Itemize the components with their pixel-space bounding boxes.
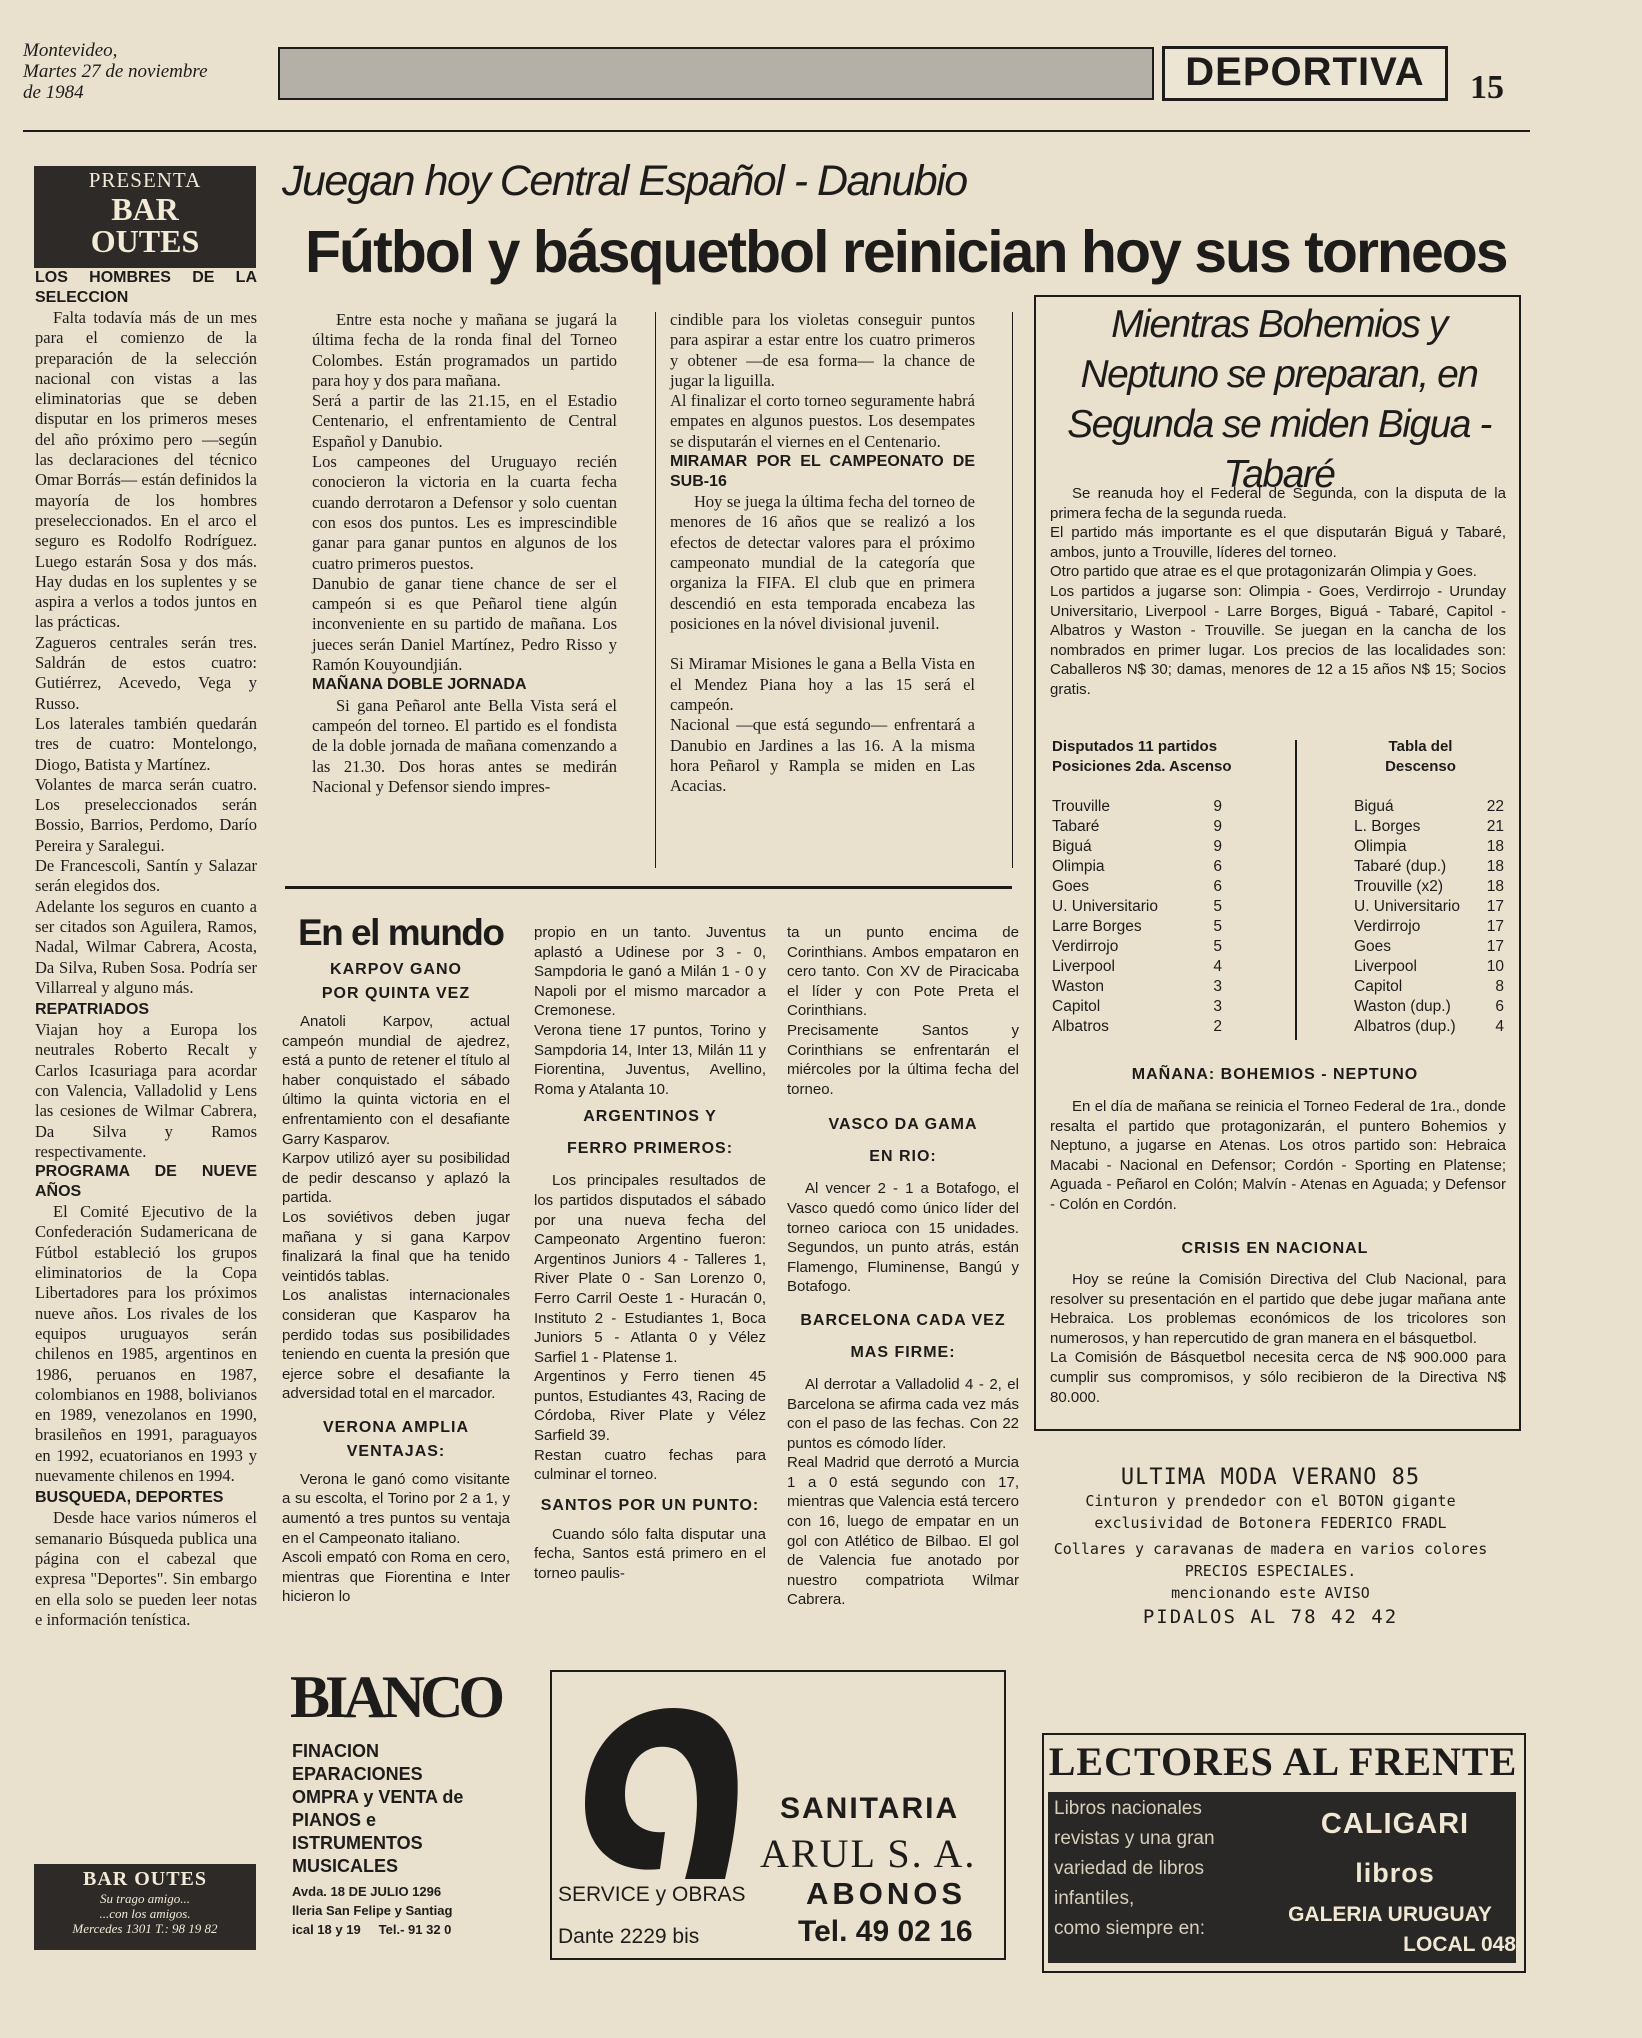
table-row bbox=[1052, 857, 1222, 877]
team-points: 17 bbox=[1486, 938, 1504, 955]
mundo-column-3 bbox=[787, 923, 1019, 1610]
team-points: 5 bbox=[1213, 938, 1222, 955]
table-row bbox=[1354, 857, 1504, 877]
article-text: Entre esta noche y mañana se jugará la última fecha de la ronda final del Torneo Colombes. Están programados un partido para hoy y dos para mañana. Será a partir de las 21.15, en el Estadio Centenario, el enfrentamiento de Central Español y Danubio. Los campeones del Uruguayo recién conocieron la victoria en la cuarta fecha cuando derrotaron a Defensor y solo cuentan con esos dos puntos. Les es imprescindible ganar para ganar puntos en algunos de los cuatro primeros puestos. Danubio de ganar tiene chance de ser el campeón si es que Peñarol tiene algún inconveniente en su partido de mañana. Los jueces serán Daniel Martínez, Pedro Risso y Ramón Kouyoundjián. bbox=[312, 310, 617, 675]
ad-bianco-addr1: Avda. 18 DE JULIO 1296 bbox=[292, 1884, 442, 1899]
table-divider bbox=[1295, 740, 1297, 1040]
team-name: Verdirrojo bbox=[1354, 918, 1421, 935]
mundo-subhead: VERONA AMPLIA VENTAJAS: bbox=[322, 1418, 470, 1460]
basket-text: Hoy se reúne la Comisión Directiva del Club Nacional, para resolver su presentación en el partido que debe jugar mañana ante Hebraica. Los problemas económicos de los tricolores son numerosos, y han repercutido de gran manera en el básquetbol. La Comisión de Básquetbol necesita cerca de N$ 900.000 para cumplir sus compromisos, y sólo recibieron de la Directiva N$ 80.000. bbox=[1050, 1271, 1506, 1406]
sidebar-logo-line1: BAR bbox=[111, 191, 179, 227]
team-points: 22 bbox=[1486, 798, 1504, 815]
ad-caligari-place: GALERIA URUGUAY bbox=[1288, 1903, 1492, 1926]
table-right-title: Tabla del Descenso bbox=[1385, 738, 1456, 775]
table-row bbox=[1052, 877, 1222, 897]
table-row bbox=[1354, 1017, 1504, 1037]
sidebar-item-heading: PROGRAMA DE NUEVE AÑOS bbox=[35, 1163, 257, 1201]
mundo-subhead: SANTOS POR UN PUNTO: bbox=[540, 1496, 760, 1514]
team-name: Liverpool bbox=[1354, 958, 1417, 975]
ad-moda-line: mencionando este AVISO bbox=[1171, 1584, 1370, 1602]
team-name: Olimpia bbox=[1354, 838, 1407, 855]
ad-caligari-title: LECTORES AL FRENTE bbox=[1048, 1739, 1518, 1784]
ad-bianco-logo: BIANCO bbox=[290, 1664, 501, 1730]
team-name: U. Universitario bbox=[1354, 898, 1460, 915]
article-headline: Fútbol y básquetbol reinician hoy sus torneos bbox=[305, 219, 1507, 285]
team-points: 3 bbox=[1213, 978, 1222, 995]
sidebar-footer-address: Mercedes 1301 T.: 98 19 82 bbox=[72, 1921, 218, 1936]
ad-moda-line: exclusividad de Botonera FEDERICO FRADL bbox=[1094, 1514, 1447, 1532]
ad-bianco-row bbox=[292, 1920, 522, 1939]
mundo-text: Al vencer 2 - 1 a Botafogo, el Vasco quedó como único líder del torneo carioca con 15 unidades. Segundos, un punto atrás, están Flamengo, Fluminense, Bangú y Botafogo. bbox=[787, 1180, 1019, 1296]
article-subhead: MIRAMAR POR EL CAMPEONATO DE SUB-16 bbox=[670, 453, 975, 491]
team-name: Verdirrojo bbox=[1052, 938, 1119, 955]
table-row bbox=[1354, 937, 1504, 957]
ad-bianco-address bbox=[292, 1882, 522, 1939]
sidebar-item-body: Viajan hoy a Europa los neutrales Roberto Recalt y Carlos Icasuriaga para acordar con Valencia, Valladolid y Lens las cesiones de Wilmar Cabrera, Da Silva y Ramos respectivamente. bbox=[35, 1020, 257, 1161]
mundo-subhead: KARPOV GANO POR QUINTA VEZ bbox=[321, 961, 471, 1002]
team-name: Albatros bbox=[1052, 1018, 1109, 1035]
column-rule bbox=[655, 312, 656, 868]
team-name: Olimpia bbox=[1052, 858, 1105, 875]
mundo-subhead: ARGENTINOS Y FERRO PRIMEROS: bbox=[566, 1108, 734, 1158]
table-row bbox=[1052, 897, 1222, 917]
team-points: 5 bbox=[1213, 898, 1222, 915]
team-points: 3 bbox=[1213, 998, 1222, 1015]
ad-sanitaria-service: SERVICE y OBRAS bbox=[558, 1883, 746, 1906]
team-points: 9 bbox=[1213, 818, 1222, 835]
sidebar-footer-logo bbox=[34, 1864, 256, 1950]
table-row bbox=[1354, 917, 1504, 937]
mundo-subhead: VASCO DA GAMA EN RIO: bbox=[828, 1116, 978, 1166]
sidebar-item-heading: REPATRIADOS bbox=[35, 1001, 150, 1019]
table-row bbox=[1354, 877, 1504, 897]
team-points: 5 bbox=[1213, 918, 1222, 935]
team-points: 18 bbox=[1486, 858, 1504, 875]
team-name: Biguá bbox=[1052, 838, 1092, 855]
ad-sanitaria-abonos: ABONOS bbox=[806, 1876, 967, 1911]
mundo-column-2 bbox=[534, 923, 766, 1584]
team-points: 18 bbox=[1486, 838, 1504, 855]
mundo-title: En el mundo bbox=[298, 912, 504, 953]
mundo-text: Verona le ganó como visitante a su escolta, el Torino por 2 a 1, y aumentó a tres puntos su ventaja en el Campeonato italiano. Ascoli empató con Roma en cero, mientras que Fiorentina e Inter hicieron lo bbox=[282, 1470, 510, 1606]
sidebar-logo-line2: OUTES bbox=[90, 223, 200, 259]
table-row bbox=[1354, 817, 1504, 837]
team-name: Goes bbox=[1354, 938, 1392, 955]
basket-headline: Mientras Bohemios y Neptuno se preparan, en Segunda se miden Bigua - Tabaré bbox=[1067, 303, 1491, 496]
team-name: L. Borges bbox=[1354, 818, 1421, 835]
team-name: Liverpool bbox=[1052, 958, 1115, 975]
table-left bbox=[1052, 797, 1222, 1037]
basket-text: En el día de mañana se reinicia el Torneo Federal de 1ra., donde resalta el partido que protagonizarán, el puntero Bohemios y Neptuno, a jugarse en Atenas. Los otros partido son: Hebraica Macabi - Nacional en Defensor; Cordón - Sporting en Platense; Aguada - Peñarol en Colón; Malvín - Atenas en Aguada; y Defensor - Colón en Cordón. bbox=[1050, 1098, 1506, 1213]
ad-sanitaria-company: ARUL S. A. bbox=[760, 1831, 977, 1876]
sidebar-item-body: Falta todavía más de un mes para el comienzo de la preparación de la selección nacional con vistas a las eliminatorias que se deben disputar en los primeros meses del año próximo pero —según las declaraciones del técnico Omar Borrás— están definidos la mayoría de los hombres preseleccionados. En el arco el seguro es Rodolfo Rodríguez. Luego estarán Sosa y dos más. Hay dudas en los suplentes y se aspira a verlos a todos juntos en las prácticas. Zagueros centrales serán tres. Saldrán de estos cuatro: Gutiérrez, Acevedo, Vega y Russo. Los laterales también quedarán tres de cuatro: Montelongo, Diogo, Batista y Martínez. Volantes de marca serán cuatro. Los preseleccionados serán Bossio, Barrios, Perdomo, Darío Pereira y Saralegui. De Francescoli, Santín y Salazar serán elegidos dos. Adelante los seguros en cuanto a ser citados son Aguilera, Ramos, Nadal, Wilmar Cabrera, Acosta, Da Silva, Ruben Sosa. Podría ser Villarreal y alguno más. bbox=[35, 308, 257, 997]
swirl-logo-icon bbox=[565, 1684, 750, 1884]
team-points: 18 bbox=[1486, 878, 1504, 895]
mundo-text: Los principales resultados de los partidos disputados el sábado por una nueva fecha del Campeonato Argentino fueron: Argentinos Juniors 4 - Talleres 1, River Plate 0 - San Lorenzo 0, Ferro Carril Oeste 1 - Huracán 0, Instituto 2 - Estudiantes 1, Boca Juniors 5 - Atlanta 0 y Vélez Sarfiel 1 - Platense 1. Argentinos y Ferro tienen 45 puntos, Estudiantes 43, Racing de Córdoba, River Plate y Vélez Sarfield 39. Restan cuatro fechas para culminar el torneo. bbox=[534, 1172, 766, 1484]
ad-moda-line: Collares y caravanas de madera en varios colores bbox=[1053, 1540, 1488, 1558]
team-points: 17 bbox=[1486, 918, 1504, 935]
team-points: 8 bbox=[1495, 978, 1504, 995]
ad-bianco-addr2: lleria San Felipe y Santiag bbox=[292, 1903, 453, 1918]
team-name: Waston (dup.) bbox=[1354, 998, 1451, 1015]
mundo-text: Cuando sólo falta disputar una fecha, Santos está primero en el torneo paulis- bbox=[534, 1525, 766, 1583]
article-column-1 bbox=[312, 310, 617, 797]
team-points: 9 bbox=[1213, 838, 1222, 855]
article-kicker: Juegan hoy Central Español - Danubio bbox=[282, 157, 967, 205]
ad-bianco-tel: Tel.- 91 32 0 bbox=[378, 1922, 452, 1937]
team-points: 21 bbox=[1486, 818, 1504, 835]
team-points: 4 bbox=[1495, 1018, 1504, 1035]
column-rule bbox=[1012, 312, 1013, 868]
team-name: Tabaré bbox=[1052, 818, 1100, 835]
table-row bbox=[1052, 997, 1222, 1017]
team-points: 4 bbox=[1213, 958, 1222, 975]
mundo-text: propio en un tanto. Juventus aplastó a Udinese por 3 - 0, Sampdoria le ganó a Milán 1 - 0 y Napoli por el mismo marcador a Cremonese. Verona tiene 17 puntos, Torino y Sampdoria 14, Inter 13, Milán 11 y Fiorentina, Juventus, Avellino, Roma y Atalanta 10. bbox=[534, 924, 766, 1098]
ad-moda-line: Cinturon y prendedor con el BOTON gigante bbox=[1085, 1492, 1456, 1510]
table-row bbox=[1052, 837, 1222, 857]
team-points: 17 bbox=[1486, 898, 1504, 915]
team-name: Biguá bbox=[1354, 798, 1394, 815]
team-points: 6 bbox=[1495, 998, 1504, 1015]
team-name: Goes bbox=[1052, 878, 1090, 895]
ad-moda bbox=[1048, 1465, 1493, 1657]
ad-caligari-text: Libros nacionales revistas y una gran variedad de libros infantiles, como siempre en: bbox=[1054, 1798, 1215, 1939]
ad-moda-line: ULTIMA MODA VERANO 85 bbox=[1120, 1465, 1421, 1490]
team-points: 6 bbox=[1213, 878, 1222, 895]
sidebar-logo-box bbox=[34, 166, 256, 268]
article-text: cindible para los violetas conseguir puntos para aspirar a estar entre los cuatro primeros y obtener —de esa forma— la chance de jugar la liguilla. Al finalizar el corto torneo seguramente habrá empates en algunos puestos. Los desempates se disputarán el viernes en el Centenario. bbox=[670, 310, 975, 451]
sidebar-item-heading: LOS HOMBRES DE LA SELECCION bbox=[35, 269, 257, 306]
article-text: Si gana Peñarol ante Bella Vista será el campeón del torneo. El partido es el fondista de la doble jornada de mañana comenzando a las 21.30. Dos horas antes se medirán Nacional y Defensor siendo impres- bbox=[312, 695, 617, 796]
sidebar-column bbox=[35, 268, 257, 1630]
team-name: Trouville bbox=[1052, 798, 1110, 815]
ad-bianco-addr3: ical 18 y 19 bbox=[292, 1922, 361, 1937]
table-row bbox=[1354, 797, 1504, 817]
header-gray-band bbox=[278, 47, 1154, 100]
team-name: Tabaré (dup.) bbox=[1354, 858, 1447, 875]
team-name: Trouville (x2) bbox=[1354, 878, 1443, 895]
article-bottom-rule bbox=[285, 886, 1012, 889]
sidebar-footer-slogan: Su trago amigo... ...con los amigos. bbox=[99, 1891, 191, 1921]
sidebar-item-body: El Comité Ejecutivo de la Confederación Sudamericana de Fútbol estableció los grupos eliminatorios de la Copa Libertadores para los próximos nueve años. Los rivales de los equipos uruguayos serán chilenos en 1985, argentinos en 1986, peruanos en 1987, colombianos en 1988, bolivianos en 1989, venezolanos en 1990, brasileños en 1991, paraguayos en 1992, ecuatorianos en 1993 y nuevamente chilenos en 1994. bbox=[35, 1202, 257, 1486]
article-text: Hoy se juega la última fecha del torneo de menores de 16 años que se realizó a los efectos de detectar valores para el próximo campeonato mundial de la categoría que organiza la FIFA. El club que en primera descendió en esta temporada encabeza las posiciones en la nóvel divisional juvenil. Si Miramar Misiones le gana a Bella Vista en el Mendez Piana hoy a las 15 será el campeón. Nacional —que está segundo— enfrentará a Danubio en Jardines a las 16. A la misma hora Peñarol y Rampla se miden en Las Acacias. bbox=[670, 492, 975, 796]
ad-sanitaria-name: SANITARIA bbox=[780, 1792, 960, 1825]
ad-caligari-name: CALIGARI bbox=[1320, 1808, 1470, 1840]
ad-sanitaria-emblem bbox=[565, 1684, 750, 1884]
team-name: Larre Borges bbox=[1052, 918, 1142, 935]
article-subhead: MAÑANA DOBLE JORNADA bbox=[312, 676, 527, 694]
team-points: 9 bbox=[1213, 798, 1222, 815]
mundo-text: ta un punto encima de Corinthians. Ambos empataron en cero tanto. Con XV de Piracicaba el líder y con Pote Preta el Corinthians. Precisamente Santos y Corinthians se enfrentarán el miércoles por la última fecha del torneo. bbox=[787, 924, 1019, 1098]
ad-moda-line: PRECIOS ESPECIALES. bbox=[1184, 1562, 1357, 1580]
ad-sanitaria-phone: Tel. 49 02 16 bbox=[798, 1915, 973, 1948]
team-name: Albatros (dup.) bbox=[1354, 1018, 1456, 1035]
header-rule bbox=[23, 130, 1530, 132]
ad-caligari-sub: libros bbox=[1355, 1858, 1435, 1888]
sidebar-item-body: Desde hace varios números el semanario Búsqueda publica una página con el cabezal que expresa "Deportes". Sin embargo en ella solo se pueden leer notas e información tenística. bbox=[35, 1508, 257, 1629]
page-number: 15 bbox=[1470, 69, 1504, 106]
table-row bbox=[1052, 957, 1222, 977]
article-column-2 bbox=[670, 310, 975, 797]
team-name: U. Universitario bbox=[1052, 898, 1158, 915]
sidebar-presenta: PRESENTA bbox=[88, 168, 202, 192]
table-row bbox=[1052, 917, 1222, 937]
team-name: Capitol bbox=[1052, 998, 1101, 1015]
table-row bbox=[1052, 797, 1222, 817]
ad-moda-line: PIDALOS AL 78 42 42 bbox=[1142, 1606, 1399, 1628]
team-points: 2 bbox=[1213, 1018, 1222, 1035]
team-name: Waston bbox=[1052, 978, 1104, 995]
mundo-text: Al derrotar a Valladolid 4 - 2, el Barcelona se afirma cada vez más con el paso de las fechas. Con 22 puntos es cómodo líder. Real Madrid que derrotó a Murcia 1 a 0 está segundo con 17, mientras que Valencia está tercero con 16, luego de empatar en un gol con Atlético de Bilbao. El gol de Valencia fue anotado por nuestro compatriota Wilmar Cabrera. bbox=[787, 1375, 1019, 1609]
team-name: Capitol bbox=[1354, 978, 1403, 995]
table-row bbox=[1354, 977, 1504, 997]
mundo-text: Anatoli Karpov, actual campeón mundial de ajedrez, está a punto de retener el título al haber conquistado el sábado último la quinta victoria en el enfrentamiento con el desafiante Garry Kasparov. Karpov utilizó ayer su posibilidad de pedir descanso y aplazó la partida. Los soviétivos deben jugar mañana y si gana Karpov finalizará la final que ha tenido veintidós tablas. Los analistas internacionales consideran que Kasparov ha perdido todas sus posibilidades teniendo en cuenta la presión que ejerce sobre el desafiante la adversidad total en el marcador. bbox=[282, 1013, 510, 1403]
table-row bbox=[1354, 957, 1504, 977]
ad-caligari-local: LOCAL 048 bbox=[1403, 1933, 1516, 1956]
team-points: 10 bbox=[1486, 958, 1504, 975]
section-title: DEPORTIVA bbox=[1185, 50, 1425, 94]
table-row bbox=[1052, 817, 1222, 837]
table-row bbox=[1052, 977, 1222, 997]
basket-subhead: MAÑANA: BOHEMIOS - NEPTUNO bbox=[1131, 1066, 1419, 1083]
table-row bbox=[1354, 997, 1504, 1017]
sidebar-footer-name: BAR OUTES bbox=[82, 1868, 208, 1890]
table-right bbox=[1354, 797, 1504, 1037]
ad-sanitaria-address: Dante 2229 bis bbox=[558, 1925, 700, 1948]
sidebar-item-heading: BUSQUEDA, DEPORTES bbox=[35, 1489, 224, 1507]
dateline: Montevideo, Martes 27 de noviembre de 1984 bbox=[23, 40, 208, 103]
basket-subhead: CRISIS EN NACIONAL bbox=[1181, 1240, 1369, 1257]
basket-intro: Se reanuda hoy el Federal de Segunda, con la disputa de la primera fecha de la segunda rueda. El partido más importante es el que disputarán Biguá y Tabaré, ambos, junto a Trouville, líderes del torneo. Otro partido que atrae es el que protagonizarán Olimpia y Goes. Los partidos a jugarse son: Olimpia - Goes, Verdirrojo - Urunday Universitario, Liverpool - Larre Borges, Biguá - Tabaré, Capitol - Albatros y Waston - Trouville. Se juegan en la cancha de los nombrados en primer lugar. Los precios de las localidades son: Caballeros N$ 30; damas, menores de 12 a 15 años N$ 15; Socios gratis. bbox=[1050, 485, 1506, 698]
table-row bbox=[1354, 837, 1504, 857]
table-row bbox=[1052, 1017, 1222, 1037]
team-points: 6 bbox=[1213, 858, 1222, 875]
ad-bianco-lines: FINACION EPARACIONES OMPRA y VENTA de PIANOS e ISTRUMENTOS MUSICALES bbox=[292, 1741, 464, 1876]
mundo-subhead: BARCELONA CADA VEZ MAS FIRME: bbox=[800, 1311, 1006, 1361]
mundo-column-1 bbox=[282, 958, 510, 1607]
table-left-title: Disputados 11 partidos Posiciones 2da. Ascenso bbox=[1052, 738, 1232, 775]
table-row bbox=[1052, 937, 1222, 957]
table-row bbox=[1354, 897, 1504, 917]
